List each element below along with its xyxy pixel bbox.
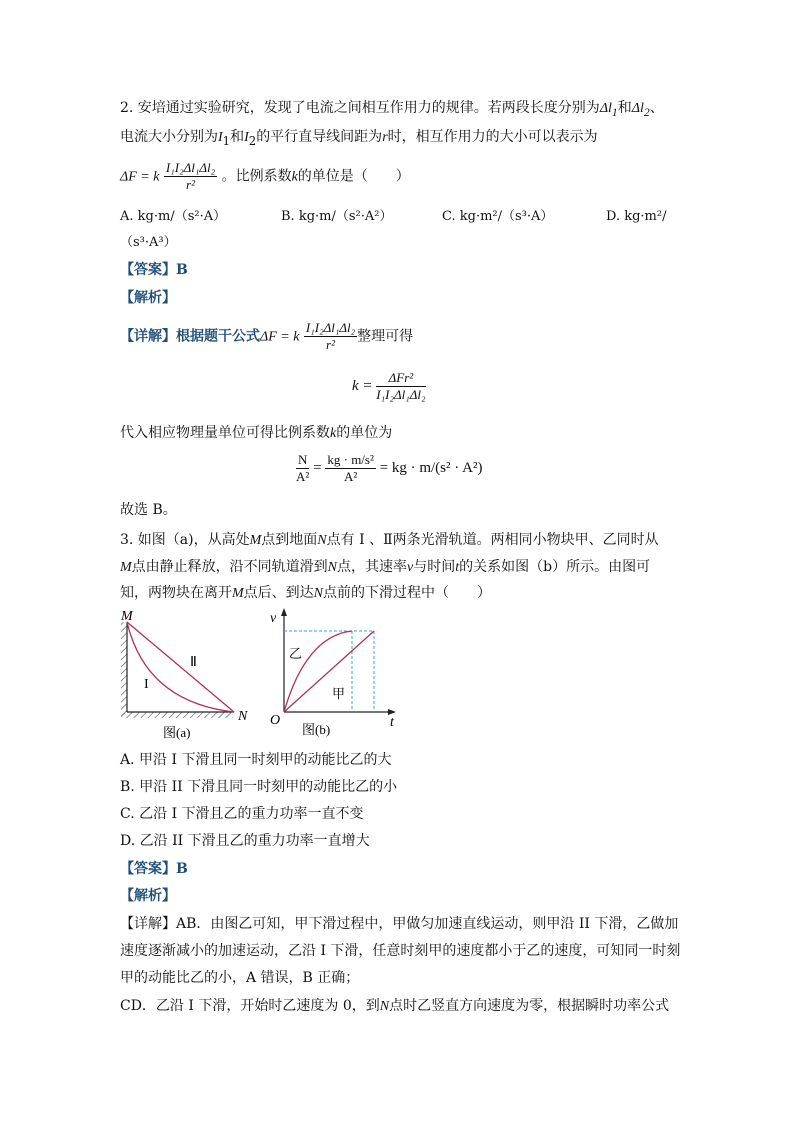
- q3-option-c: C. 乙沿 I 下滑且乙的重力功率一直不变: [120, 806, 364, 822]
- q2-answer: 【答案】B: [120, 262, 188, 278]
- q3-analysis-label: 【解析】: [120, 888, 176, 904]
- label-jia: 甲: [332, 686, 346, 701]
- q2-detail: 【详解】根据题干公式ΔF = k $\frac{\text{I₁I₂Δl₁Δl₂}}{\text{r²}}$ 整理可得: [120, 320, 414, 352]
- q3-line2: M点由静止释放，沿不同轨道滑到N点，其速率v与时间t的关系如图（b）所示。由图可: [120, 559, 651, 575]
- q3-detail-3: 甲的动能比乙的小，A 错误，B 正确；: [120, 970, 360, 986]
- q2-sub-text: 代入相应物理量单位可得比例系数k的单位为: [120, 425, 393, 441]
- q3-answer: 【答案】B: [120, 861, 188, 877]
- q3-line3: 知，两物块在离开M点后、到达N点前的下滑过程中（ ）: [120, 585, 492, 601]
- track-ii: [127, 622, 234, 712]
- q3-option-b: B. 甲沿 II 下滑且同一时刻甲的动能比乙的小: [120, 779, 398, 795]
- caption-a: 图(a): [163, 725, 191, 740]
- q2-option-d-cont: （s³·A³）: [120, 235, 177, 250]
- figure-b: [266, 606, 402, 742]
- q3-option-a: A. 甲沿 I 下滑且同一时刻甲的动能比乙的大: [120, 752, 392, 768]
- q2-option-d: D. kg·m²/: [606, 209, 667, 224]
- q2-options: [120, 207, 667, 227]
- label-yi: 乙: [289, 646, 303, 661]
- label-t: t: [390, 715, 394, 730]
- label-i: I: [144, 677, 149, 692]
- line-jia: [284, 631, 374, 712]
- q3-line1: 3. 如图（a)，从高处M点到地面N点有 Ⅰ 、Ⅱ两条光滑轨道。两相同小物块甲、乙同时从: [120, 532, 659, 548]
- wall-hatch: [121, 622, 127, 718]
- q2-option-a: A. kg·m/（s²·A）: [120, 209, 227, 224]
- q2-formula-line: ΔF = k $\frac{\text{I₁I₂Δl₁Δl₂}}{\text{r²}}$ 。比例系数k的单位是（ ）: [120, 160, 410, 192]
- q2-choose: 故选 B。: [120, 502, 177, 518]
- label-ii: Ⅱ: [190, 655, 197, 670]
- unit-equation: $\frac{N}{\text{A²}}$ = $\frac{\text{kg · m/s²}}{\text{A²}}$ = kg · m/(s² · A²): [296, 452, 483, 484]
- q3-detail-4: CD．乙沿 I 下滑，开始时乙速度为 0，到N点时乙竖直方向速度为零，根据瞬时功率公式: [120, 998, 670, 1014]
- q2-option-b: B. kg·m/（s²·A²）: [281, 209, 393, 224]
- q3-detail-2: 速度逐渐减小的加速运动，乙沿 I 下滑，任意时刻甲的速度都小于乙的速度，可知同一时刻: [120, 943, 681, 959]
- q2-option-c: C. kg·m²/（s³·A）: [442, 209, 554, 224]
- q2-line2: 电流大小分别为$I_1$和$I_2$的平行直导线间距为r时，相互作用力的大小可以表示为: [120, 129, 598, 148]
- q2-line1: 2. 安培通过实验研究，发现了电流之间相互作用力的规律。若两段长度分别为$\Delta l_1$和$\Delta l_2$、: [120, 100, 664, 119]
- label-o: O: [270, 713, 281, 728]
- k-equation: k = $\frac{\text{ΔFr²}}{\text{I₁I₂Δl₁Δl₂}}$: [352, 370, 426, 402]
- q3-detail-1: 【详解】AB．由图乙可知，甲下滑过程中，甲做匀加速直线运动，则甲沿 II 下滑，乙做加: [120, 916, 679, 932]
- ground-hatch: [121, 712, 233, 718]
- label-v: v: [270, 611, 277, 626]
- label-m: M: [121, 609, 133, 624]
- figure-a: [118, 606, 258, 742]
- q3-option-d: D. 乙沿 II 下滑且乙的重力功率一直增大: [120, 833, 370, 849]
- q2-formula-fraction: $\frac{\text{I₁I₂Δl₁Δl₂}}{\text{r²}}$: [165, 160, 216, 192]
- label-n: N: [238, 709, 248, 724]
- q2-analysis-label: 【解析】: [120, 290, 176, 306]
- caption-b: 图(b): [302, 722, 331, 737]
